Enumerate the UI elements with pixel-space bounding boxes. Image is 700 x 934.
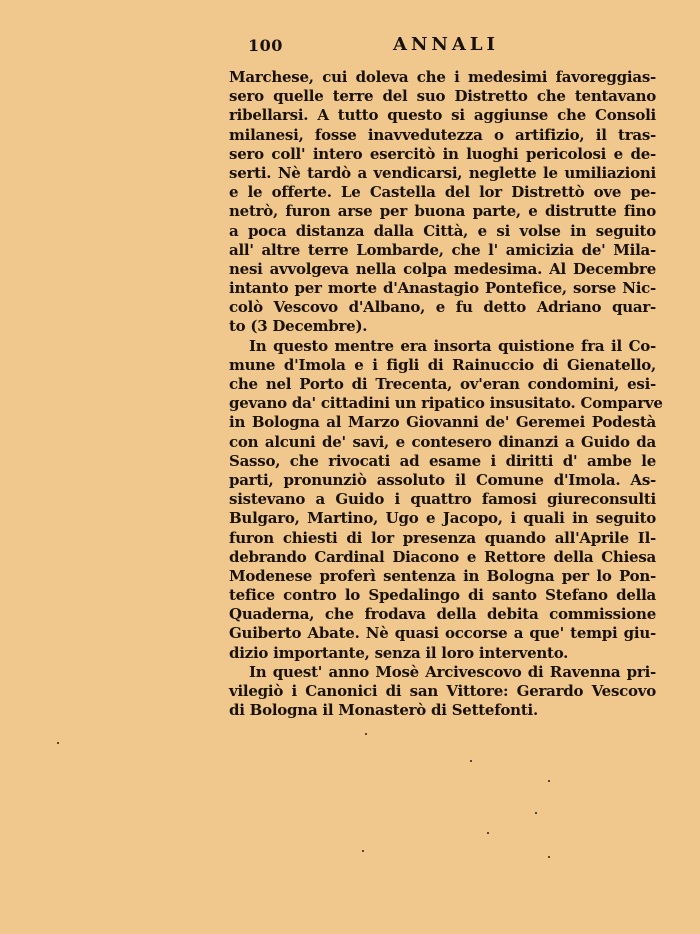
- body-text: [229, 68, 663, 720]
- text-line: In quest' anno Mosè Arcivescovo di Ravenna pri-: [249, 662, 656, 681]
- text-line: furon chiesti di lor presenza quando all'Aprile Il-: [229, 528, 656, 547]
- text-line: Quaderna, che frodava della debita commissione: [229, 605, 656, 624]
- page-header: [229, 34, 499, 58]
- text-line: a poca distanza dalla Città, e si volse in seguito: [229, 221, 656, 240]
- text-line: debrando Cardinal Diacono e Rettore della Chiesa: [229, 547, 656, 566]
- ink-speck: [365, 733, 367, 735]
- text-line: Sasso, che rivocati ad esame i diritti d' ambe le: [229, 451, 656, 470]
- running-title: ANNALI: [393, 34, 499, 55]
- text-line: sero coll' intero esercitò in luoghi pericolosi e de-: [229, 144, 656, 163]
- text-line: in Bologna al Marzo Giovanni de' Geremei Podestà: [229, 413, 656, 432]
- text-line: Guiberto Abate. Nè quasi occorse a que' tempi giu-: [229, 624, 656, 643]
- text-line: con alcuni de' savi, e contesero dinanzi a Guido da: [229, 432, 656, 451]
- text-line: Marchese, cui doleva che i medesimi favoreggias-: [229, 68, 656, 86]
- text-line: Modenese proferì sentenza in Bologna per lo Pon-: [229, 566, 656, 585]
- text-line: colò Vescovo d'Albano, e fu detto Adriano quar-: [229, 298, 656, 317]
- text-line: milanesi, fosse inavvedutezza o artifizio, il tras-: [229, 125, 656, 144]
- text-line: sistevano a Guido i quattro famosi giureconsulti: [229, 490, 656, 509]
- ink-speck: [548, 856, 550, 858]
- text-line: sero quelle terre del suo Distretto che tentavano: [229, 87, 656, 106]
- text-line: netrò, furon arse per buona parte, e distrutte fino: [229, 202, 656, 221]
- text-line: di Bologna il Monasterò di Settefonti.: [229, 701, 538, 720]
- ink-speck: [470, 760, 472, 762]
- ink-speck: [362, 850, 364, 852]
- text-line: all' altre terre Lombarde, che l' amicizia de' Mila-: [229, 240, 656, 259]
- text-line: serti. Nè tardò a vendicarsi, neglette le umiliazioni: [229, 163, 656, 182]
- text-line: parti, pronunziò assoluto il Comune d'Imola. As-: [229, 470, 656, 489]
- ink-speck: [57, 742, 59, 744]
- text-line: dizio importante, senza il loro intervento.: [229, 643, 569, 662]
- text-line: tefice contro lo Spedalingo di santo Stefano della: [229, 586, 656, 605]
- ink-speck: [548, 780, 550, 782]
- text-line: mune d'Imola e i figli di Rainuccio di Gienatello,: [229, 355, 656, 374]
- text-line: to (3 Decembre).: [229, 317, 368, 336]
- ink-speck: [535, 812, 537, 814]
- text-line: che nel Porto di Trecenta, ov'eran condomini, esi-: [229, 375, 656, 393]
- text-line: Bulgaro, Martino, Ugo e Jacopo, i quali in seguito: [229, 509, 656, 528]
- page-number: 100: [248, 36, 283, 55]
- ink-speck: [487, 832, 489, 834]
- text-line: intanto per morte d'Anastagio Pontefice, sorse Nic-: [229, 279, 656, 298]
- text-line: In questo mentre era insorta quistione fra il Co-: [249, 336, 656, 355]
- text-line: gevano da' cittadini un ripatico insusitato. Comparve: [229, 394, 663, 413]
- text-line: nesi avvolgeva nella colpa medesima. Al Decembre: [229, 259, 656, 278]
- text-line: vilegiò i Canonici di san Vittore: Gerardo Vescovo: [229, 682, 656, 700]
- text-line: e le offerte. Le Castella del lor Distrettò ove pe-: [229, 183, 656, 202]
- text-line: ribellarsi. A tutto questo si aggiunse che Consoli: [229, 106, 656, 125]
